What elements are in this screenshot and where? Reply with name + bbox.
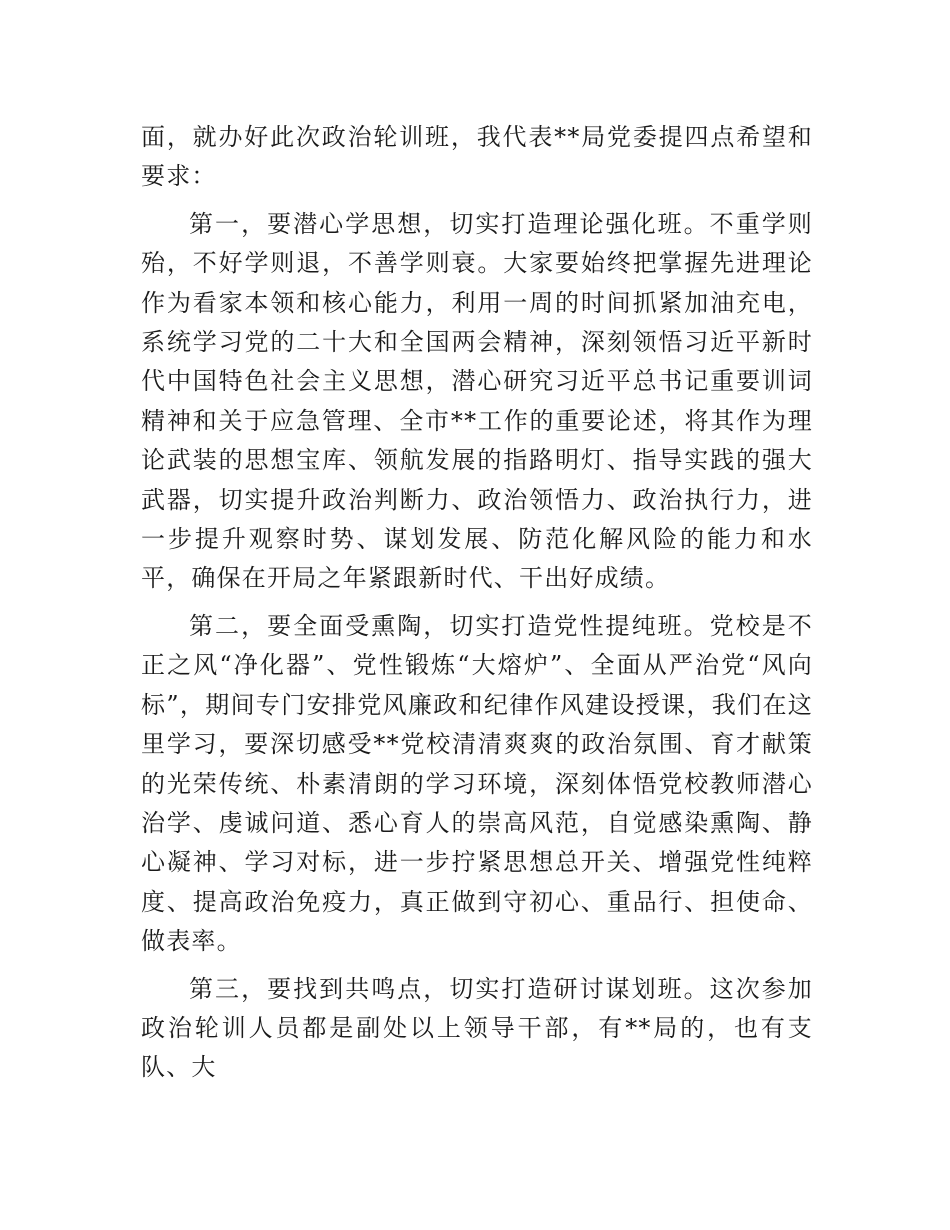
paragraph-point-two: 第二，要全面受熏陶，切实打造党性提纯班。党校是不正之风“净化器”、党性锻炼“大熔炉”、全面从严治党“风向标”，期间专门安排党风廉政和纪律作风建设授课，我们在这里学习，要深切感受**党校清清爽爽的政治氛围、育才献策的光荣传统、朴素清朗的学习环境，深刻体悟党校教师潜心治学、虔诚问道、悉心育人的崇高风范，自觉感染熏陶、静心凝神、学习对标，进一步拧紧思想总开关、增强党性纯粹度、提高政治免疫力，真正做到守初心、重品行、担使命、做表率。	[141, 611, 813, 956]
paragraph-continuation: 面，就办好此次政治轮训班，我代表**局党委提四点希望和要求：	[141, 123, 813, 191]
paragraph-point-three: 第三，要找到共鸣点，切实打造研讨谋划班。这次参加政治轮训人员都是副处以上领导干部，有**局的，也有支队、大	[141, 974, 813, 1082]
paragraph-point-one: 第一，要潜心学思想，切实打造理论强化班。不重学则殆，不好学则退，不善学则衰。大家要始终把掌握先进理论作为看家本领和核心能力，利用一周的时间抓紧加油充电，系统学习党的二十大和全国两会精神，深刻领悟习近平新时代中国特色社会主义思想，潜心研究习近平总书记重要训词精神和关于应急管理、全市**工作的重要论述，将其作为理论武装的思想宝库、领航发展的指路明灯、指导实践的强大武器，切实提升政治判断力、政治领悟力、政治执行力，进一步提升观察时势、谋划发展、防范化解风险的能力和水平，确保在开局之年紧跟新时代、干出好成绩。	[141, 209, 813, 593]
document-page	[141, 118, 813, 1096]
